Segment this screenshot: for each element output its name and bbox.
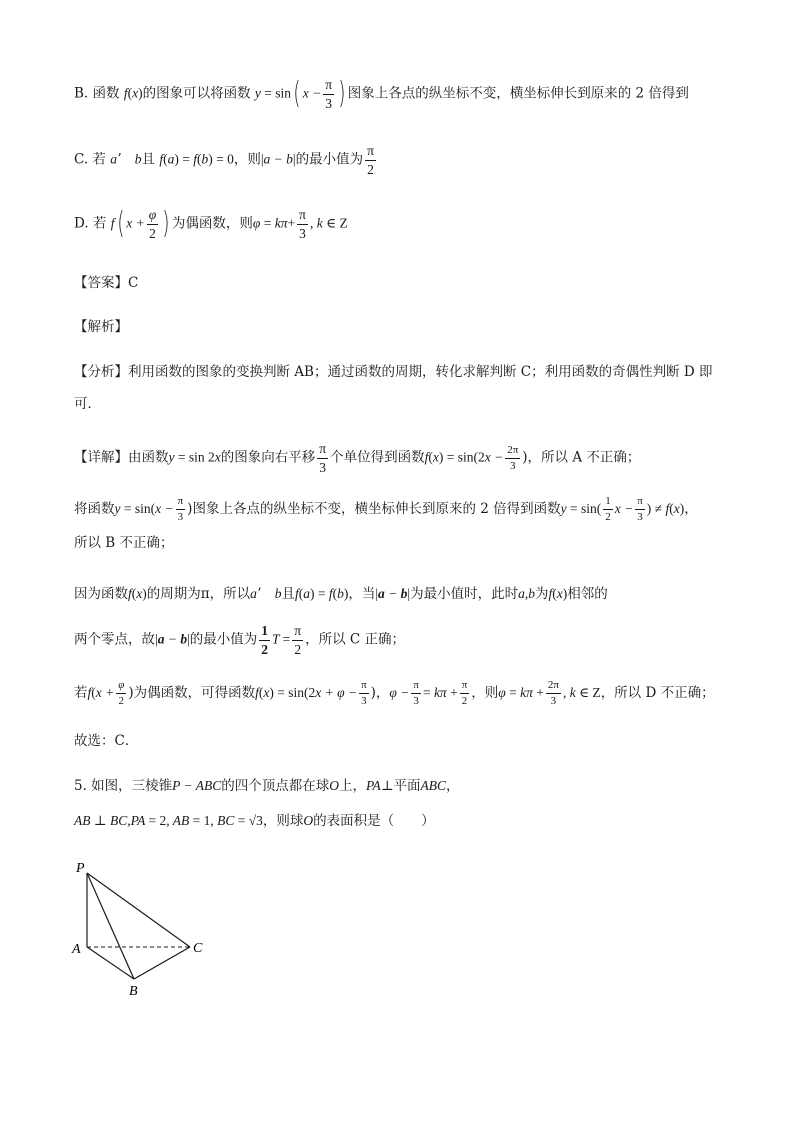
vertex-label-a: A [72,942,81,957]
edge-pc [87,873,190,947]
option-d: D. 若 f( x + $\frac{\varphi}{2}$ ) 为偶函数，则φ = kπ+ $\frac{\pi}{3}$ , k ∈ Z [74,206,348,241]
detail-p3-line2: 两个零点，故|a − b|的最小值为 $\frac{1}{2}$ T = $\frac{\pi}{2}$ ，所以 C 正确； [74,623,406,657]
option-b-formula: y = sin [254,85,291,101]
option-b: B. 函数 f(x)的图象可以将函数 y = sin( x − $\frac{\pi}{3}$ ) 图象上各点的纵坐标不变，横坐标伸长到原来的 2 倍得到 [74,76,689,111]
tetrahedron-svg [70,855,220,1000]
detail-p2-line2: 所以 B 不正确； [74,535,174,551]
detail-p3: 因为函数f(x)的周期为π，所以aʼ b且f(a) = f(b)，当|a − b|为最小值时，此时a,b为f(x)相邻的 [74,586,608,602]
detail-conclusion: 故选：C． [74,733,139,749]
option-b-fx: f(x) [123,85,143,101]
q5-line-2: AB ⊥ BC,PA = 2, AB = 1, BC = √3，则球O的表面积是（ ） [74,813,435,829]
fenxi-label: 【分析】 [74,364,128,380]
answer-value: C [128,275,139,291]
vertex-label-b: B [129,984,138,999]
tetrahedron-figure [70,855,220,1004]
option-b-suffix: 图象上各点的纵坐标不变，横坐标伸长到原来的 2 倍得到 [347,85,689,102]
detail-p4: 若f(x + $\frac{\varphi}{2}$ )为偶函数，可得函数f(x) = sin(2x + φ − $\frac{\pi}{3}$ )，φ − $\frac{\pi}{3}$ = kπ + $\frac{\pi}{2}$ ，则φ = kπ + $\frac{2\pi}{3}$ , k ∈ Z，所以 D 不正确； [74,679,715,707]
answer-label: 【答案】 [74,275,128,291]
option-c: C. 若 aʼ b且 f(a) = f(b) = 0，则|a − b|的最小值为 $\frac{\pi}{2}$ [74,143,374,177]
fenxi-line-2: 可． [74,396,101,412]
analysis-label: 【解析】 [74,319,128,335]
option-d-prefix: D. 若 [74,215,107,232]
option-b-mid: 的图象可以将函数 [142,85,251,102]
detail-p1: 【详解】由函数y = sin 2x的图象向右平移 $\frac{\pi}{3}$ 个单位得到函数f(x) = sin(2x − $\frac{2\pi}{3}$ )，所以 A 不正确； [74,441,641,475]
fenxi-line-1: 【分析】利用函数的图象的变换判断 AB；通过函数的周期，转化求解判断 C；利用函数的奇偶性判断 D 即 [74,364,713,380]
detail-p2: 将函数y = sin(x − $\frac{\pi}{3}$ )图象上各点的纵坐标不变，横坐标伸长到原来的 2 倍得到函数y = sin( $\frac{1}{2}$ x − $\frac{\pi}{3}$ ) ≠ f(x)， [74,495,698,523]
edge-bc [134,947,190,979]
vertex-label-p: P [76,861,85,876]
detail-label: 【详解】 [74,449,128,466]
option-c-eq: f(a) = f(b) = 0 [159,151,234,167]
option-c-prefix: C. 若 [74,151,106,168]
vertex-label-c: C [193,941,203,956]
option-b-prefix: B. 函数 [74,85,120,102]
q5-line-1: 5. 如图，三棱锥P − ABC的四个顶点都在球O上，PA⊥平面ABC， [74,778,460,794]
answer-line [74,272,730,294]
